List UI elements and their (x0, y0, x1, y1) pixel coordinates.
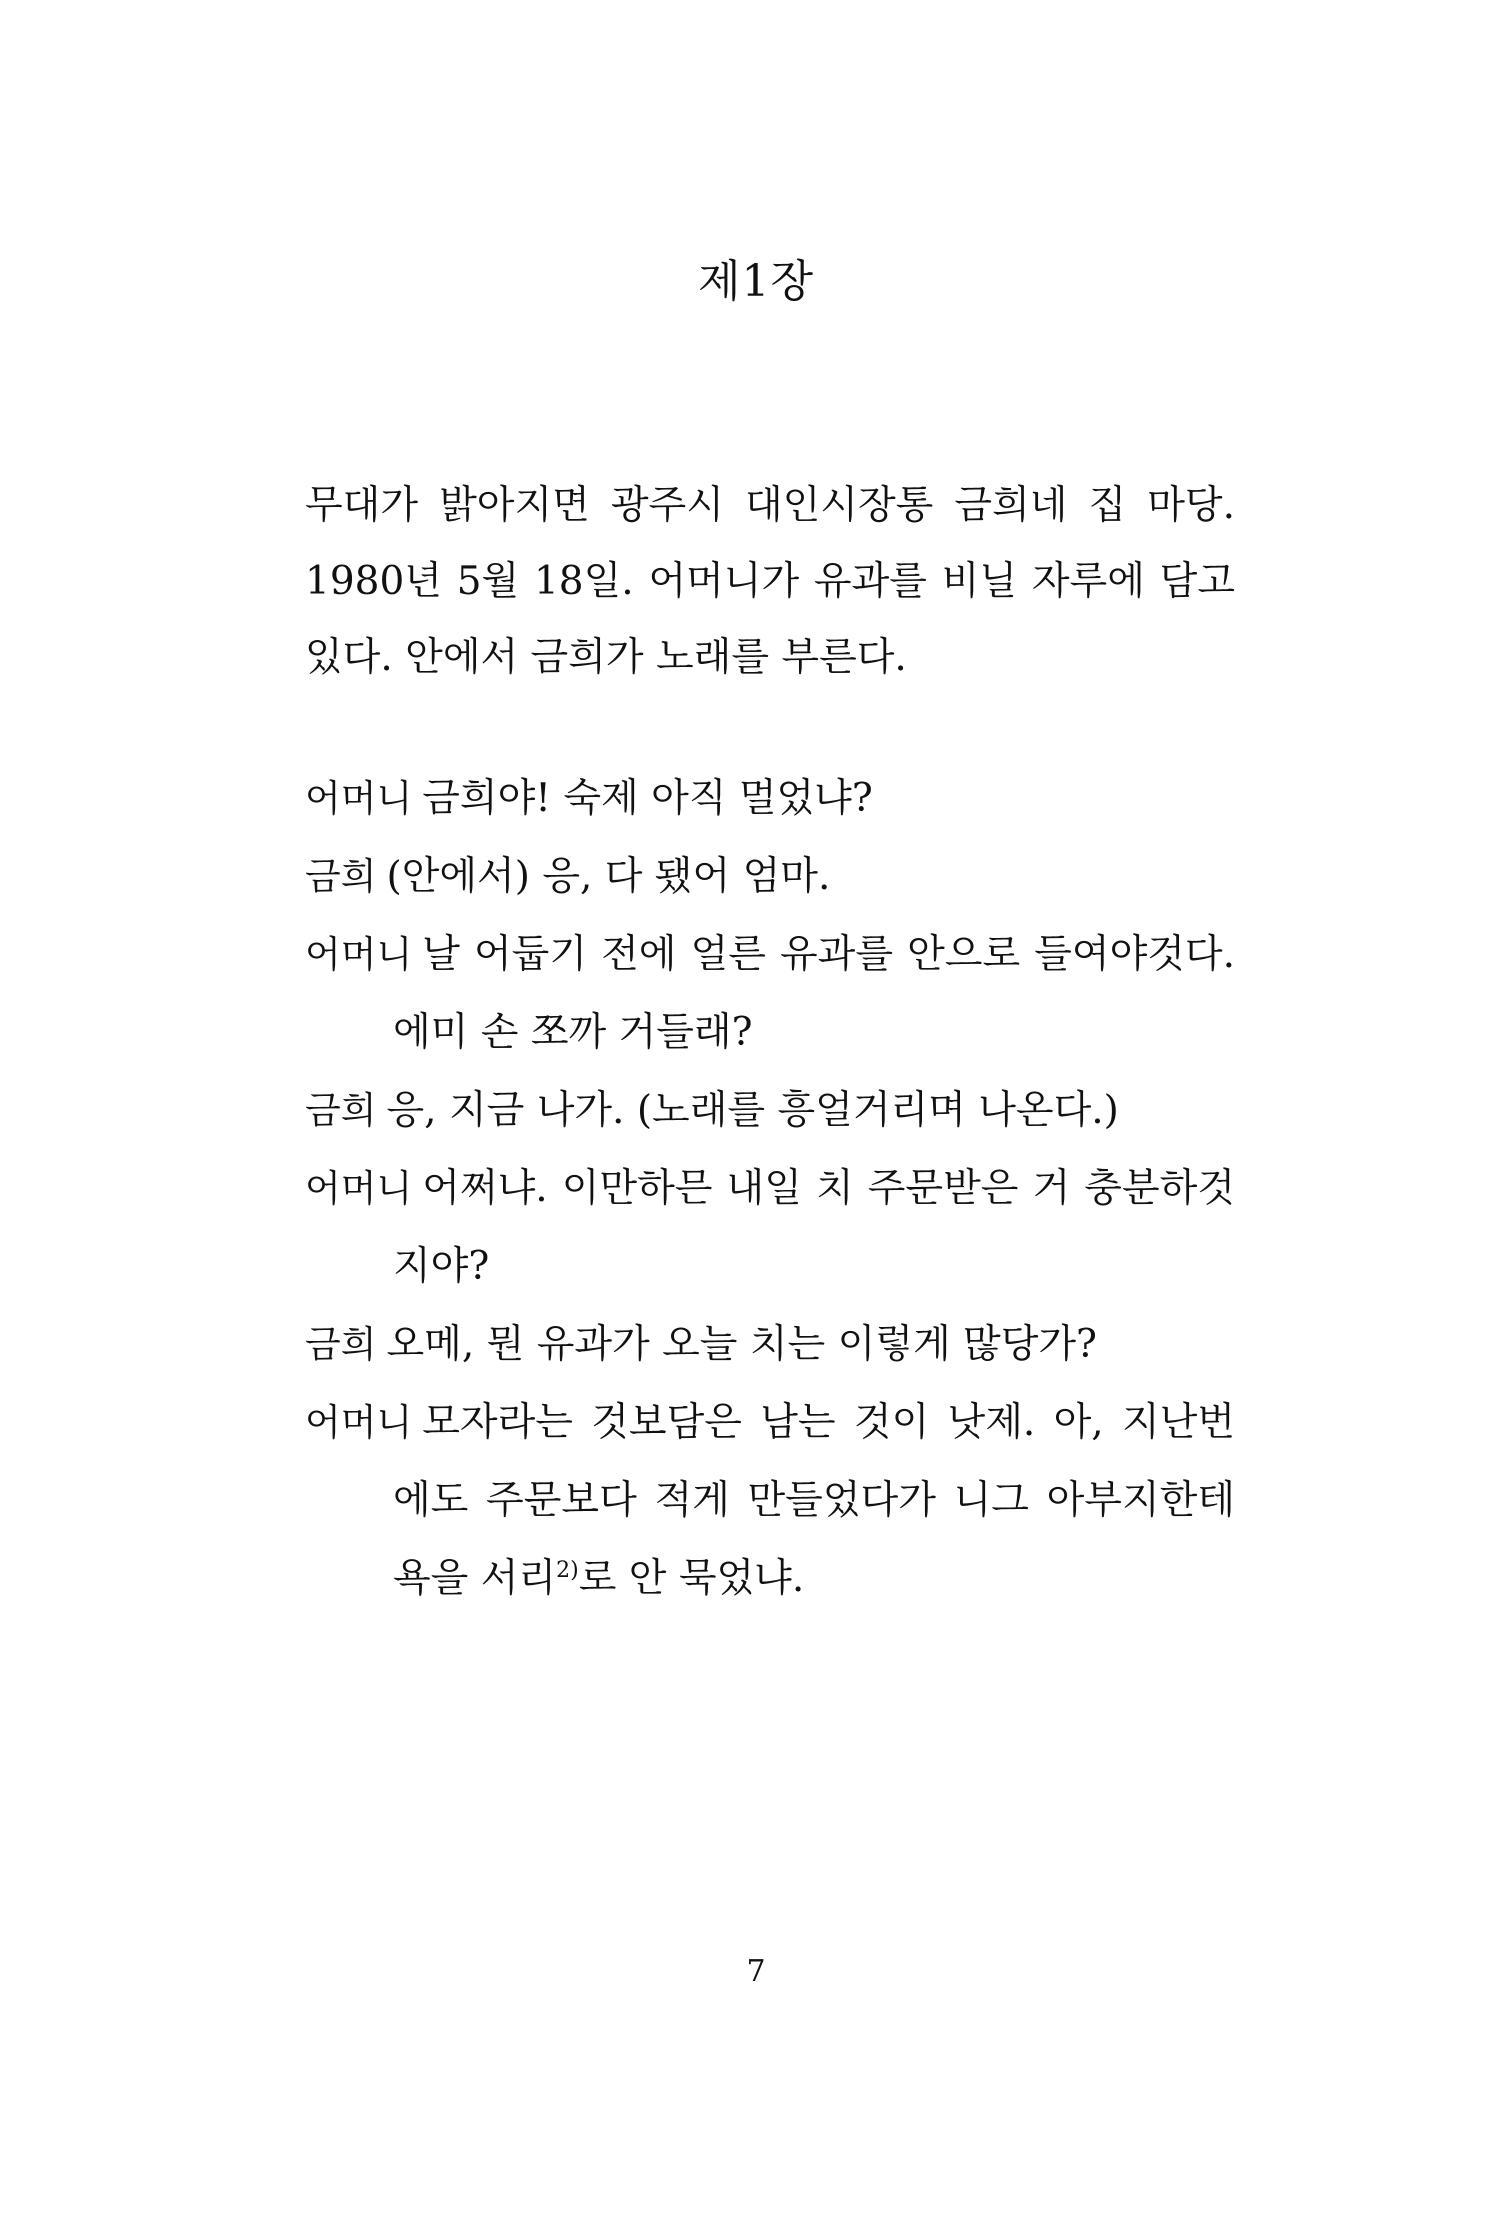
speaker-name: 금희 (305, 855, 377, 898)
dialogue-line (305, 1384, 1235, 1618)
chapter-title: 제1장 (697, 256, 814, 307)
speech-text: 날 어둡기 전에 얼른 유과를 안으로 들여야것다. 에미 손 쪼까 거들래? (393, 932, 1235, 1055)
speaker-name: 어머니 (305, 777, 413, 820)
speech-text: 어쩌냐. 이만하믄 내일 치 주문받은 거 충분하것지야? (393, 1166, 1235, 1289)
speaker-name: 금희 (305, 1323, 377, 1366)
stage-direction: 무대가 밝아지면 광주시 대인시장통 금희네 집 마당. 1980년 5월 18일. 어머니가 유과를 비닐 자루에 담고 있다. 안에서 금희가 노래를 부른다. (305, 483, 1235, 680)
speaker-name: 어머니 (305, 1167, 413, 1210)
dialogue-line (305, 1306, 1235, 1384)
speaker-name: 어머니 (305, 933, 413, 976)
speech-text: 모자라는 것보담은 남는 것이 낫제. 아, 지난번에도 주문보다 적게 만들었다가 니그 아부지한테 욕을 서리 (393, 1400, 1235, 1601)
dialogue-line (305, 916, 1235, 1072)
dialogue-line (305, 1150, 1235, 1306)
page-number: 7 (746, 1954, 766, 1989)
dialogue-line (305, 1072, 1235, 1150)
dialogue-list (305, 760, 1235, 1618)
speaker-name: 어머니 (305, 1401, 413, 1444)
speech-text: 오메, 뭔 유과가 오늘 치는 이렇게 많당가? (386, 1322, 1097, 1367)
speech-text: 금희야! 숙제 아직 멀었냐? (422, 776, 873, 821)
speech-text: (안에서) 응, 다 됐어 엄마. (386, 854, 831, 899)
speech-text: 응, 지금 나가. (노래를 흥얼거리며 나온다.) (386, 1088, 1119, 1133)
dialogue-line (305, 760, 1235, 838)
dialogue-line (305, 838, 1235, 916)
speaker-name: 금희 (305, 1089, 377, 1132)
speech-text-continued: 로 안 묵었냐. (578, 1556, 805, 1601)
footnote-reference[interactable]: 2) (556, 1558, 579, 1583)
